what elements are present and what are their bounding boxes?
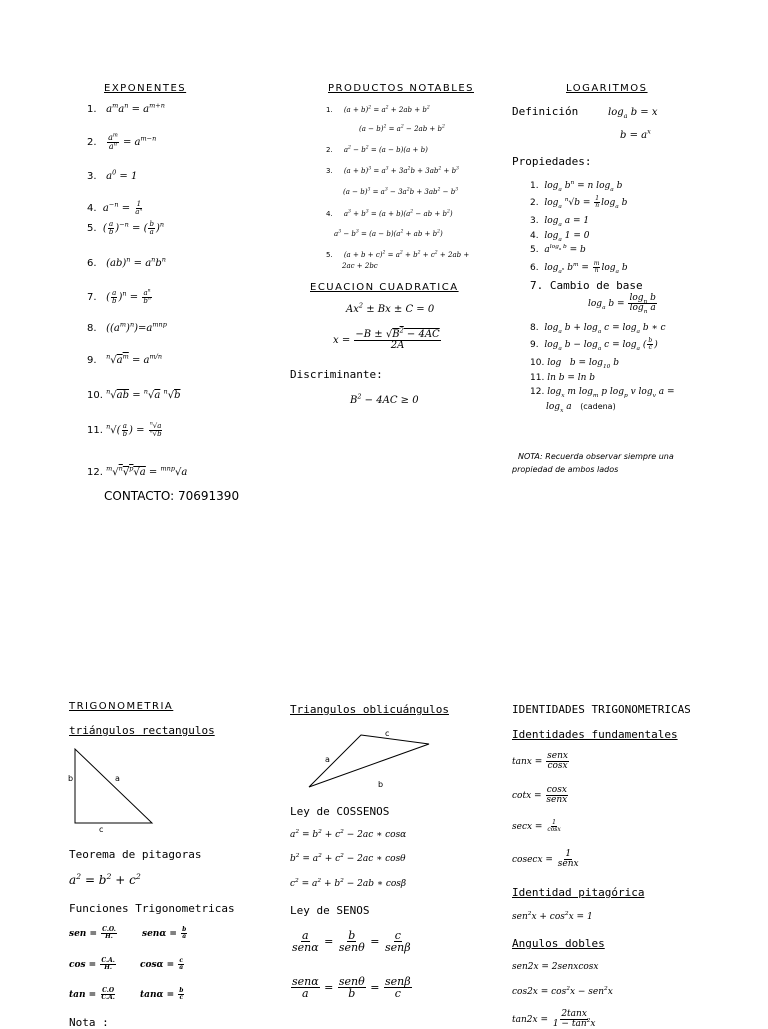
ley-senos-label: Ley de SENOS [290,904,370,917]
log-prop-2: 2. $\log_a ^n√b$ = $\frac{1}{n}$ $\log_a b$ [530,195,628,210]
contact-text: CONTACTO: 70691390 [104,489,240,503]
ident-sen2x: sen2x = 2senxcosx [512,962,599,972]
propiedades-label: Propiedades: [512,155,592,168]
log-def-1: $\log_a b = x$ [608,107,658,120]
ley-cosenos-label: Ley de COSSENOS [290,805,390,818]
senos-1: $\frac{a}{\text{senα}}$ = $\frac{b}{\text{senθ}}$ = $\frac{c}{\text{senβ}}$ [292,929,411,954]
log-prop-7: 7. Cambio de base [530,279,643,292]
exp-2: 2. $\frac{a^m}{a^n}$ = $a^{m-n}$ [87,132,157,151]
prod-3a: 3. $(a + b)^3 = a^3 + 3a^2b + 3ab^2 + b^3$ [326,166,459,175]
definicion-label: Definición [512,105,579,118]
log-prop-10: 10. $\log b = \log_{10} b$ [530,358,619,370]
discriminante-label: Discriminante: [290,368,383,381]
heading-identidades: IDENTIDADES TRIGONOMETRICAS [512,703,691,716]
right-triangle-diagram [68,745,158,830]
prod-4b: $a^3 - b^3 = (a - b)(a^2$ + ab + $b^2$) [334,229,443,238]
trig-tan-def: tan = $\frac{C.O}{C.A.}$ [69,987,115,1001]
obl-tri-label-c: c [385,729,390,738]
exp-12: 12. $^m$√$^n$√$^p$√a = $^{mnp}$√a [87,464,188,478]
right-tri-label-a: a [115,774,120,783]
identidades-fundamentales-label: Identidades fundamentales [512,728,678,741]
log-prop-8: 8. $\log_a b + \log_a c = \log_a b$ ∗ c [530,323,666,335]
cosenos-3: $c^2 = a^2 + b^2 - 2ab$ ∗ cosβ [290,878,407,889]
ident-tan2x: tan2x = $\frac{2\tan x}{1 - \tan^2x}$ [512,1009,596,1029]
heading-trigonometria: TRIGONOMETRIA [69,701,174,712]
log-prop-5: 5. $a^{log_a b} = b$ [530,244,586,255]
log-prop-12: 12. $\log_x m$ $\log_m p$ $\log_p v$ $\log_v a$ = [530,387,675,399]
obl-tri-label-b: b [378,780,384,789]
heading-oblicuangulos: Triangulos oblicuángulos [290,703,449,716]
cosenos-2: $b^2 = a^2 + c^2 - 2ac$ ∗ cosθ [290,853,406,864]
log-prop-9: 9. $\log_a b - \log_a c = \log_a$ ( $\frac{b}{c}$ ) [530,337,658,352]
exp-4: 4. $a^{-n}$ = $\frac{1}{a^n}$ [87,200,143,216]
prod-5b: 2ac + 2bc [342,262,378,270]
exp-5: 5. ( $\frac{a}{b}$ )$^{-n}$ = ( $\frac{b}{a}$ )$^n$ [87,220,165,236]
ident-pitagorica: $sen^2x + \cos^2x = 1$ [512,911,593,922]
prod-2: 2. $a^2 - b^2 = (a - b)(a + b)$ [326,145,428,154]
nota-label: Nota : [69,1016,109,1029]
log-cambio-formula: $\log_a b$ = $\frac{\log_n b}{\log_n a}$ [588,293,656,315]
exp-9: 9. $^n√a^m = a^{m/n}$ [87,352,163,366]
log-prop-6: 6. $\log_{a^n} b^m$ = $\frac{m}{n}$ $\log_a b$ [530,260,628,275]
pitagoras-formula: $a^2 = b^2 + c^2$ [69,872,141,887]
ident-cot: cotx = $\frac{\cos x}{\text{senx}}$ [512,785,568,805]
exp-6: 6. $(ab)^n = a^nb^n$ [87,255,166,269]
ident-cosec: cosecx = $\frac{1}{\text{senx}}$ [512,849,579,869]
log-prop-1: 1. $\log_a b^n = n$ $\log_a b$ [530,180,623,193]
cosenos-1: $a^2 = b^2 + c^2 - 2ac$ ∗ cosα [290,829,407,840]
heading-productos-notables: PRODUCTOS NOTABLES [328,83,474,94]
log-prop-12b: $\log_x a$ (cadena) [546,402,616,414]
heading-logaritmos: LOGARITMOS [566,83,648,94]
right-tri-label-c: c [99,825,104,834]
pitagoras-label: Teorema de pitagoras [69,848,202,861]
exp-10: 10. $^n$√ab = $^n$√a $^n$√b [87,387,181,401]
prod-3b: $(a - b)^3 = a^3 - 3a^2b + 3ab^2 - b^3$ [343,187,459,196]
obl-tri-label-a: a [325,755,330,764]
exp-1: 1. $a^ma^n = a^{m+n}$ [87,101,165,115]
prod-4a: 4. $a^3 + b^3 = (a + b)(a^2$ − ab + $b^2$) [326,209,453,218]
trig-tan-alpha: tanα = $\frac{b}{c}$ [140,987,184,1001]
quadratic-equation: $Ax^2 \pm Bx \pm C = 0$ [346,301,435,315]
trig-cos-alpha: cosα = $\frac{c}{a}$ [140,957,184,971]
senos-2: $\frac{\text{senα}}{a}$ = $\frac{\text{senθ}}{b}$ = $\frac{\text{senβ}}{c}$ [292,975,411,1000]
ident-tan: tanx = $\frac{\text{senx}}{\cos x}$ [512,751,568,771]
log-prop-3: 3. $\log_a a = 1$ [530,216,590,228]
log-note: NOTA: Recuerda observar siempre una propiedad de ambos lados [512,452,674,474]
log-prop-11: 11. ln b = ln b [530,373,596,383]
log-prop-4: 4. $\log_a 1 = 0$ [530,231,590,243]
identidad-pitagorica-label: Identidad pitagórica [512,886,645,899]
trig-sen-def: sen = $\frac{C.O.}{H.}$ [69,926,116,940]
exp-7: 7. ( $\frac{a}{b}$ )$^n$ = $\frac{a^n}{b^n}$ [87,288,151,305]
angulos-dobles-label: Angulos dobles [512,937,605,950]
triangulos-rectangulos-label: triángulos rectangulos [69,724,215,737]
exp-8: 8. $((a^m)^n)=a^{mnp}$ [87,320,167,334]
prod-1a: 1. $(a + b)^2 = a^2 + 2ab + b^2$ [326,105,430,114]
heading-exponentes: EXPONENTES [104,83,187,94]
prod-1b: $(a - b)^2 = a^2 - 2ab + b^2$ [359,124,445,133]
cadena-label: (cadena) [580,402,616,411]
right-tri-label-b: b [68,774,74,783]
exp-3: 3. $a^0 = 1$ [87,168,138,182]
log-def-2: $b = a^x$ [620,127,651,141]
trig-cos-def: cos = $\frac{C.A.}{H.}$ [69,957,115,971]
discriminant-formula: $B^2 - 4AC \ge 0$ [350,392,419,406]
heading-ecuacion-cuadratica: ECUACION CUADRATICA [310,282,459,293]
prod-5: 5. $(a + b + c)^2 = a^2 + b^2 + c^2 + 2ab$ + [326,250,470,259]
trig-sen-alpha: senα = $\frac{b}{a}$ [142,926,187,940]
ident-sec: secx = $\frac{1}{\cos x}$ [512,819,561,833]
funciones-label: Funciones Trigonometricas [69,902,235,915]
ident-cos2x: $\cos 2x = \cos^2x - sen^2x$ [512,986,613,997]
quadratic-formula: x = $\frac{-B \pm √B^2 - 4AC}{2A}$ [333,326,440,351]
exp-11: 11. $^n$√( $\frac{a}{b}$ ) = $\frac{^n√a}{^n√b}$ [87,421,162,438]
